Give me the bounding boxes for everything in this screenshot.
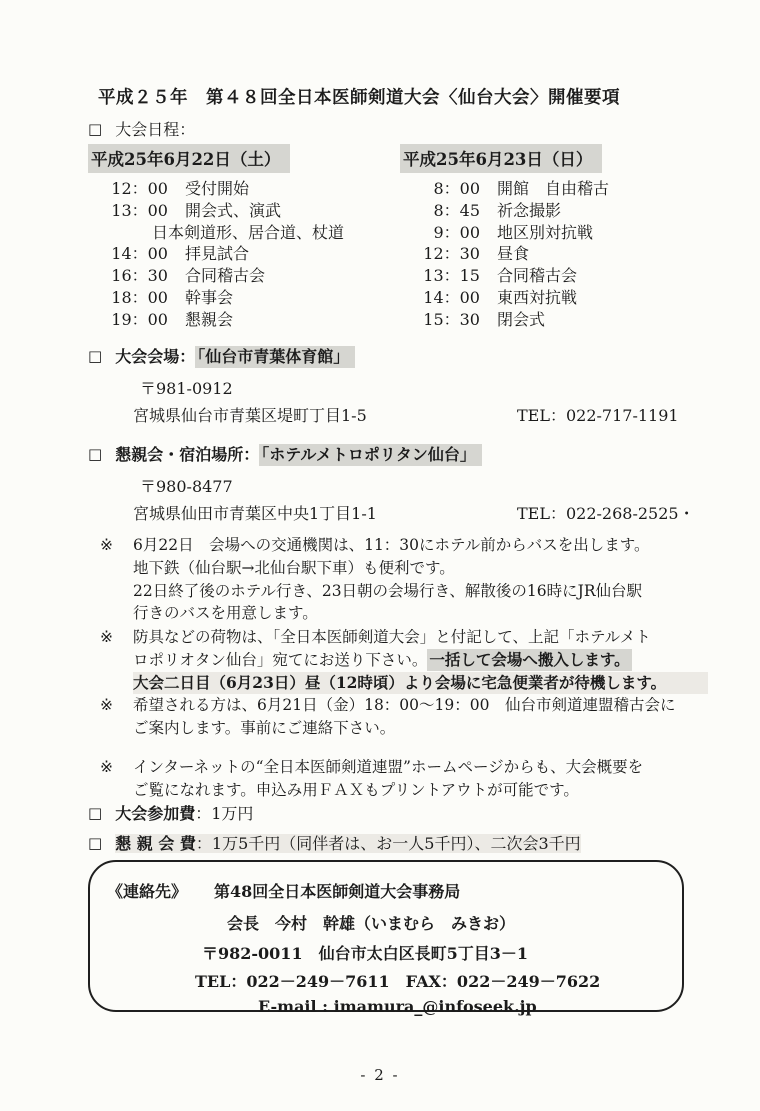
schedule-day-header: 平成25年6月23日（日） <box>400 144 602 173</box>
schedule-time: 9：00 <box>433 222 480 242</box>
schedule-row <box>400 200 712 222</box>
contact-address: 〒982-0011 仙台市太白区長町5丁目3－1 <box>202 944 528 963</box>
checkbox-icon: □ <box>88 834 103 852</box>
schedule-day-header: 平成25年6月22日（土） <box>88 144 290 173</box>
schedule-time: 13：15 <box>423 266 480 286</box>
schedule-row <box>400 222 712 244</box>
schedule-event: 開館 自由稽古 <box>497 179 610 198</box>
venue-address-row <box>133 403 679 426</box>
schedule-time: 16：30 <box>111 266 168 286</box>
note-marker: ※ <box>100 628 113 646</box>
schedule-event: 開会式、演武 <box>185 200 282 220</box>
note-practice-session <box>100 694 708 740</box>
schedule-time: 8：00 <box>433 179 480 198</box>
note-body <box>133 534 708 625</box>
schedule-event: 昼食 <box>497 244 530 264</box>
venue-phone: TEL：022-717-1191 <box>517 406 679 425</box>
schedule-row <box>400 287 712 309</box>
schedule-section-heading <box>88 117 195 140</box>
checkbox-icon: □ <box>88 445 103 463</box>
schedule-event: 合同稽古会 <box>497 266 578 286</box>
checkbox-icon: □ <box>88 120 103 138</box>
note-line: 6月22日 会場への交通機関は、11：30にホテル前からバスを出します。 <box>133 536 650 554</box>
fee-value: ：1万5千円（同伴者は、お一人5千円）、二次会3千円 <box>195 834 581 853</box>
note-body <box>133 626 708 694</box>
schedule-event: 懇親会 <box>185 309 234 329</box>
note-body <box>133 694 708 740</box>
schedule-event: 受付開始 <box>185 179 250 198</box>
note-line-plain: ロポリオタン仙台」宛てにお送り下さい。 <box>133 650 428 669</box>
accommodation-phone: TEL：022-268-2525・ <box>517 504 695 523</box>
schedule-row <box>400 265 712 287</box>
schedule-time: 8：45 <box>433 200 480 220</box>
schedule <box>88 144 712 331</box>
venue-section <box>88 344 679 426</box>
venue-address: 宮城県仙台市青葉区堤町丁目1-5 <box>133 406 367 425</box>
note-marker: ※ <box>100 536 113 554</box>
note-line: インターネットの“全日本医師剣道連盟”ホームページからも、大会概要を <box>133 758 644 776</box>
contact-tel-fax: TEL：022－249－7611 FAX：022－249－7622 <box>195 972 601 991</box>
schedule-row <box>88 309 400 331</box>
fee-participation <box>88 801 253 824</box>
venue-postal-code: 〒981-0912 <box>140 379 233 398</box>
page-number: - 2 - <box>360 1066 400 1084</box>
schedule-event: 幹事会 <box>185 287 234 307</box>
schedule-time: 12：00 <box>111 179 168 198</box>
schedule-row <box>400 309 712 331</box>
schedule-event: 日本剣道形、居合道、杖道 <box>152 222 345 242</box>
note-transport <box>100 534 708 625</box>
schedule-day-sunday <box>400 144 712 331</box>
accommodation-section <box>88 442 695 524</box>
schedule-time: 18：00 <box>111 287 168 307</box>
note-line: 希望される方は、6月21日（金）18：00～19：00 仙台市剣道連盟稽古会に <box>133 696 676 714</box>
schedule-event: 合同稽古会 <box>185 266 266 286</box>
note-line: 地下鉄（仙台駅→北仙台駅下車）も便利です。 <box>133 558 455 577</box>
page-title: 平成２５年 第４８回全日本医師剣道大会〈仙台大会〉開催要項 <box>98 88 620 108</box>
note-line-highlight: 一括して会場へ搬入します。 <box>429 649 630 669</box>
note-line: ご覧になれます。申込み用ＦＡＸもプリントアウトが可能です。 <box>133 780 579 799</box>
accommodation-name: 「ホテルメトロポリタン仙台」 <box>259 444 482 466</box>
accommodation-address: 宮城県仙田市青葉区中央1丁目1-1 <box>133 504 377 523</box>
schedule-row <box>88 243 400 265</box>
schedule-row <box>400 178 712 200</box>
accommodation-postal-code: 〒980-8477 <box>140 477 233 496</box>
schedule-time: 12：30 <box>423 244 480 264</box>
schedule-row <box>88 178 400 200</box>
schedule-time: 15：30 <box>423 309 480 329</box>
fee-label: 懇 親 会 費 <box>115 834 196 853</box>
schedule-row <box>88 287 400 309</box>
contact-email: E-mail : imamura_@infoseek.jp <box>258 997 537 1016</box>
contact-tag: 《連絡先》 <box>107 882 188 901</box>
schedule-event: 東西対抗戦 <box>497 287 578 307</box>
contact-chairman: 会長 今村 幹雄（いまむら みきお） <box>227 914 516 933</box>
fee-label: 大会参加費 <box>115 804 196 823</box>
venue-label: 大会会場： <box>115 347 196 366</box>
schedule-day-saturday <box>88 144 400 331</box>
schedule-row <box>400 243 712 265</box>
schedule-section-label: 大会日程： <box>115 120 196 139</box>
schedule-row <box>88 265 400 287</box>
contact-box <box>88 860 684 1016</box>
schedule-event: 地区別対抗戦 <box>497 222 594 242</box>
checkbox-icon: □ <box>88 347 103 365</box>
note-line: 22日終了後のホテル行き、23日朝の会場行き、解散後の16時にJR仙台駅 <box>133 581 643 600</box>
fee-value: ：1万円 <box>195 804 254 823</box>
schedule-time: 19：00 <box>111 309 168 329</box>
checkbox-icon: □ <box>88 804 103 822</box>
accommodation-label: 懇親会・宿泊場所： <box>115 445 260 464</box>
note-line: 行きのバスを用意します。 <box>133 604 318 623</box>
contact-office: 第48回全日本医師剣道大会事務局 <box>214 882 461 901</box>
schedule-row <box>88 200 400 222</box>
note-line <box>133 649 708 672</box>
venue-name: 「仙台市青葉体育館」 <box>195 346 355 368</box>
contact-heading <box>107 879 682 902</box>
note-website <box>100 756 708 802</box>
note-body <box>133 756 708 802</box>
schedule-event: 祈念撮影 <box>497 200 562 220</box>
note-line-bold: 大会二日目（6月23日）昼（12時頃）より会場に宅急便業者が待機します。 <box>133 672 708 695</box>
venue-heading <box>88 344 367 367</box>
schedule-time: 14：00 <box>111 244 168 264</box>
accommodation-address-row <box>133 501 695 524</box>
note-line: ご案内します。事前にご連絡下さい。 <box>133 718 396 737</box>
schedule-event: 閉会式 <box>497 309 546 329</box>
note-luggage <box>100 626 708 694</box>
schedule-event: 拝見試合 <box>185 244 250 264</box>
note-line: 防具などの荷物は、「全日本医師剣道大会」と付記して、上記「ホテルメト <box>133 628 651 646</box>
schedule-time: 14：00 <box>423 287 480 307</box>
note-marker: ※ <box>100 696 113 714</box>
accommodation-heading <box>88 442 482 465</box>
fee-party <box>88 831 581 854</box>
schedule-row <box>88 222 400 244</box>
schedule-time: 13：00 <box>111 200 168 220</box>
note-marker: ※ <box>100 758 113 776</box>
